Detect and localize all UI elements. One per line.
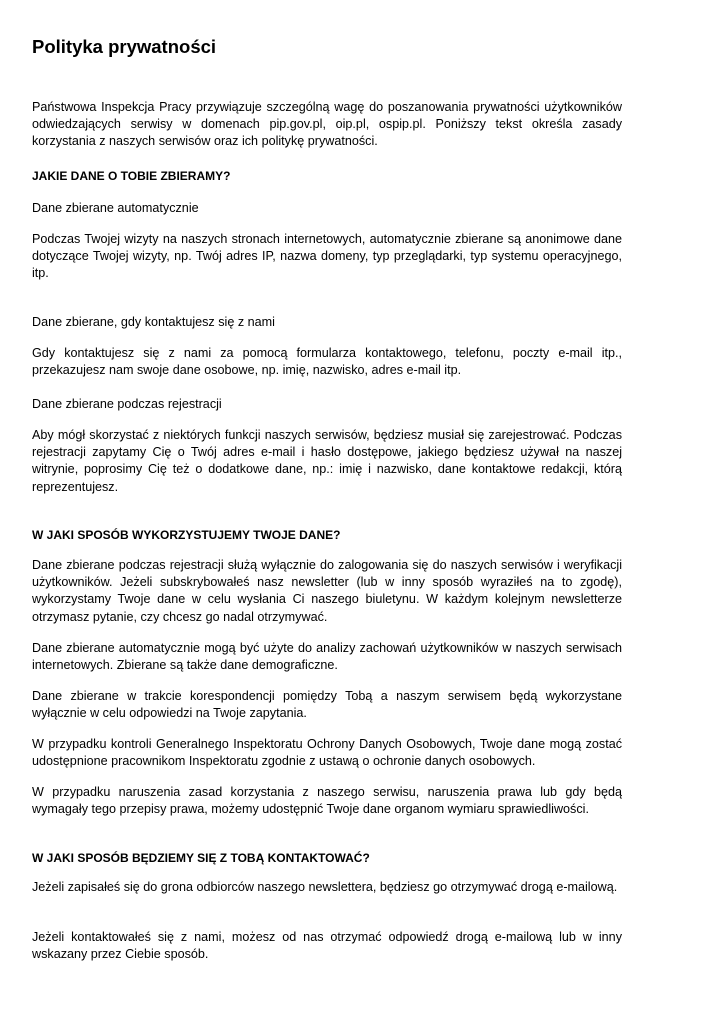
paragraph-contact-reply: Jeżeli kontaktowałeś się z nami, możesz od nas otrzymać odpowiedź drogą e-mailową lub w inny wskazany przez Ciebie sposób.	[32, 930, 622, 962]
paragraph-usage-registration: Dane zbierane podczas rejestracji służą wyłącznie do zalogowania się do naszych serwisów i weryfikacji użytkowników. Jeżeli subskrybowałeś nasz newsletter (lub w inny sposób wyraziłeś na to zgodę), wykorzystamy Twoje dane w celu wysłania Ci naszego biuletynu. W każdym kolejnym newsletterze otrzymasz pytanie, czy chcesz go nadal otrzymywać.	[32, 558, 622, 624]
section-heading-data-collected: JAKIE DANE O TOBIE ZBIERAMY?	[32, 169, 231, 183]
paragraph-auto-data: Podczas Twojej wizyty na naszych stronach internetowych, automatycznie zbierane są anonimowe dane dotyczące Twojej wizyty, np. Twój adres IP, nazwa domeny, typ przeglądarki, typ systemu operacyjnego, itp.	[32, 232, 622, 281]
paragraph-usage-correspondence: Dane zbierane w trakcie korespondencji pomiędzy Tobą a naszym serwisem będą wykorzystane wyłącznie w celu odpowiedzi na Twoje zapytania.	[32, 689, 622, 721]
subheading-contact-data: Dane zbierane, gdy kontaktujesz się z nami	[32, 315, 275, 329]
section-heading-contact: W JAKI SPOSÓB BĘDZIEMY SIĘ Z TOBĄ KONTAKTOWAĆ?	[32, 851, 370, 865]
page-title: Polityka prywatności	[32, 36, 217, 57]
intro-paragraph: Państwowa Inspekcja Pracy przywiązuje szczególną wagę do poszanowania prywatności użytkowników odwiedzających serwisy w domenach pip.gov.pl, oip.pl, ospip.pl. Poniższy tekst określa zasady korzystania z naszych serwisów oraz ich politykę prywatności.	[32, 100, 622, 149]
paragraph-contact-data: Gdy kontaktujesz się z nami za pomocą formularza kontaktowego, telefonu, poczty e-mail itp., przekazujesz nam swoje dane osobowe, np. imię, nazwisko, adres e-mail itp.	[32, 346, 622, 378]
section-heading-data-usage: W JAKI SPOSÓB WYKORZYSTUJEMY TWOJE DANE?	[32, 528, 341, 542]
paragraph-usage-auto: Dane zbierane automatycznie mogą być użyte do analizy zachowań użytkowników w naszych serwisach internetowych. Zbierane są także dane demograficzne.	[32, 641, 622, 673]
subheading-registration-data: Dane zbierane podczas rejestracji	[32, 397, 222, 411]
paragraph-registration-data: Aby mógł skorzystać z niektórych funkcji naszych serwisów, będziesz musiał się zarejestrować. Podczas rejestracji zapytamy Cię o Twój adres e-mail i hasło dostępowe, jakiego będziesz używał na naszej witrynie, poprosimy Cię też o dodatkowe dane, np.: imię i nazwisko, dane kontaktowe redakcji, którą reprezentujesz.	[32, 428, 622, 494]
paragraph-usage-giodo: W przypadku kontroli Generalnego Inspektoratu Ochrony Danych Osobowych, Twoje dane mogą zostać udostępnione pracownikom Inspektoratu zgodnie z ustawą o ochronie danych osobowych.	[32, 737, 622, 769]
paragraph-usage-law: W przypadku naruszenia zasad korzystania z naszego serwisu, naruszenia prawa lub gdy będą wymagały tego przepisy prawa, możemy udostępnić Twoje dane organom wymiaru sprawiedliwości.	[32, 785, 622, 817]
paragraph-contact-newsletter: Jeżeli zapisałeś się do grona odbiorców naszego newslettera, będziesz go otrzymywać drogą e-mailową.	[32, 880, 618, 894]
subheading-auto-data: Dane zbierane automatycznie	[32, 201, 199, 215]
